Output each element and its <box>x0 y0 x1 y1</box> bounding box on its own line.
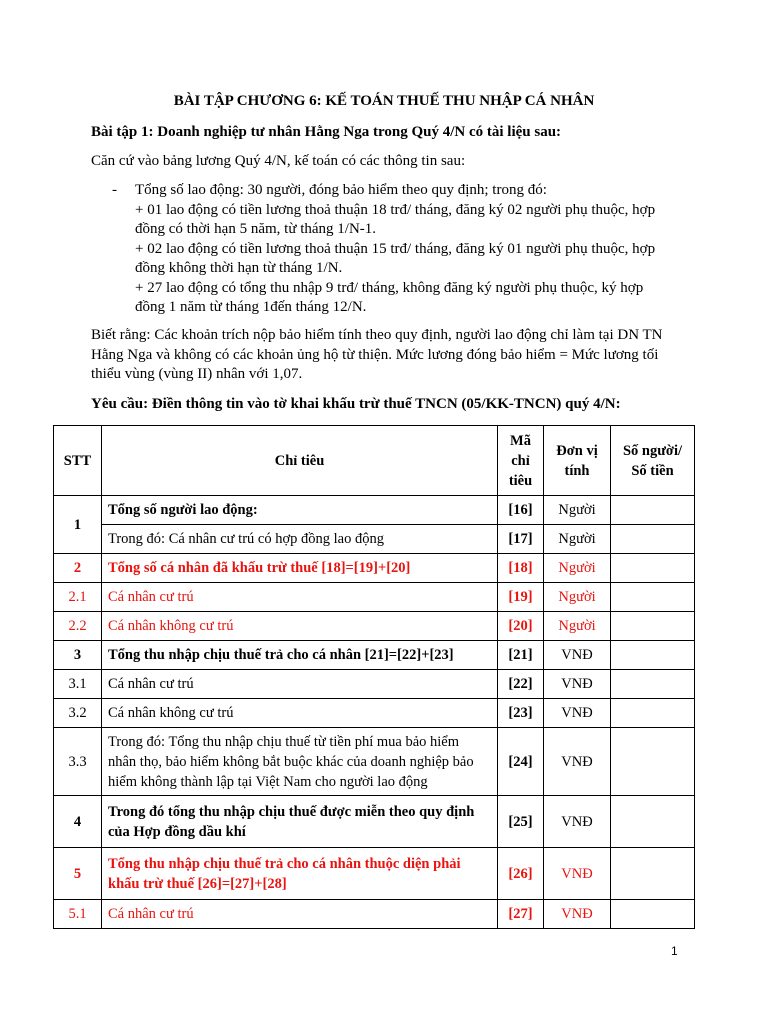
row-code: [19] <box>498 583 544 612</box>
row-code: [26] <box>498 848 544 900</box>
bullet-line: đồng 1 năm từ tháng 1đến tháng 12/N. <box>135 299 367 315</box>
row-value-cell[interactable] <box>611 496 695 525</box>
bullet-line: + 01 lao động có tiền lương thoả thuận 18 trđ/ tháng, đăng ký 02 người phụ thuộc, hợp <box>135 201 656 218</box>
table-row <box>54 699 695 728</box>
row-unit: VNĐ <box>544 900 611 929</box>
table-row <box>54 670 695 699</box>
row-indicator: Trong đó: Tổng thu nhập chịu thuế từ tiền phí mua bảo hiểm nhân thọ, bảo hiểm không bắt buộc khác của doanh nghiệp bảo hiểm không thành lập tại Việt Nam cho người lao động <box>102 728 498 796</box>
row-unit: Người <box>544 525 611 554</box>
row-indicator: Tổng số người lao động: <box>102 496 498 525</box>
requirement-text: Yêu cầu: Điền thông tin vào tờ khai khấu trừ thuế TNCN (05/KK-TNCN) quý 4/N: <box>91 396 621 412</box>
table-row <box>54 525 695 554</box>
row-indicator: Cá nhân cư trú <box>102 583 498 612</box>
intro-text: Căn cứ vào bảng lương Quý 4/N, kế toán có các thông tin sau: <box>91 153 466 169</box>
row-code: [27] <box>498 900 544 929</box>
row-indicator: Tổng thu nhập chịu thuế trả cho cá nhân [21]=[22]+[23] <box>102 641 498 670</box>
row-indicator: Tổng thu nhập chịu thuế trả cho cá nhân thuộc diện phải khấu trừ thuế [26]=[27]+[28] <box>102 848 498 900</box>
row-stt: 5 <box>54 848 102 900</box>
row-code: [25] <box>498 796 544 848</box>
header-unit: Đơn vị tính <box>544 426 611 496</box>
bullet-line: + 27 lao động có tổng thu nhập 9 trđ/ tháng, không đăng ký người phụ thuộc, ký hợp <box>135 279 644 296</box>
bullet-line: đồng không thời hạn từ tháng 1/N. <box>135 260 343 276</box>
row-indicator: Trong đó tổng thu nhập chịu thuế được miễn theo quy định của Hợp đồng dầu khí <box>102 796 498 848</box>
bullet-marker: - <box>112 182 117 198</box>
row-stt: 2.2 <box>54 612 102 641</box>
row-code: [16] <box>498 496 544 525</box>
row-indicator: Cá nhân không cư trú <box>102 699 498 728</box>
exercise-heading: Bài tập 1: Doanh nghiệp tư nhân Hằng Nga trong Quý 4/N có tài liệu sau: <box>91 124 562 140</box>
row-unit: Người <box>544 583 611 612</box>
bullet-block <box>135 181 655 318</box>
row-stt: 1 <box>54 496 102 554</box>
row-stt: 3.1 <box>54 670 102 699</box>
row-value-cell[interactable] <box>611 612 695 641</box>
row-stt: 3 <box>54 641 102 670</box>
bullet-line: Tổng số lao động: 30 người, đóng bảo hiểm theo quy định; trong đó: <box>135 182 547 198</box>
row-indicator: Cá nhân cư trú <box>102 900 498 929</box>
table-row <box>54 848 695 900</box>
row-value-cell[interactable] <box>611 848 695 900</box>
row-stt: 2 <box>54 554 102 583</box>
row-indicator: Trong đó: Cá nhân cư trú có hợp đồng lao động <box>102 525 498 554</box>
row-unit: VNĐ <box>544 670 611 699</box>
row-value-cell[interactable] <box>611 670 695 699</box>
row-unit: Người <box>544 612 611 641</box>
table-row <box>54 554 695 583</box>
row-unit: VNĐ <box>544 796 611 848</box>
row-code: [17] <box>498 525 544 554</box>
header-amount: Số người/ Số tiền <box>611 426 695 496</box>
note-line: thiểu vùng (vùng II) nhân với 1,07. <box>91 366 303 382</box>
row-code: [24] <box>498 728 544 796</box>
row-stt: 5.1 <box>54 900 102 929</box>
page-title: BÀI TẬP CHƯƠNG 6: KẾ TOÁN THUẾ THU NHẬP CÁ NHÂN <box>173 93 595 109</box>
note-line: Hằng Nga và không có các khoản ủng hộ từ thiện. Mức lương đóng bảo hiểm = Mức lương tối <box>91 346 659 363</box>
table-row <box>54 583 695 612</box>
table-row <box>54 796 695 848</box>
row-value-cell[interactable] <box>611 699 695 728</box>
table-row <box>54 900 695 929</box>
header-indicator: Chỉ tiêu <box>102 426 498 496</box>
row-value-cell[interactable] <box>611 796 695 848</box>
row-unit: Người <box>544 554 611 583</box>
note-paragraph <box>91 326 663 385</box>
table-row <box>54 641 695 670</box>
tax-declaration-table <box>53 425 695 929</box>
row-stt: 2.1 <box>54 583 102 612</box>
bullet-line: đồng có thời hạn 5 năm, từ tháng 1/N-1. <box>135 221 377 237</box>
row-unit: VNĐ <box>544 848 611 900</box>
table-row <box>54 612 695 641</box>
table-row <box>54 496 695 525</box>
row-code: [21] <box>498 641 544 670</box>
row-value-cell[interactable] <box>611 583 695 612</box>
row-stt: 3.2 <box>54 699 102 728</box>
page-number: 1 <box>671 944 678 958</box>
bullet-line: + 02 lao động có tiền lương thoả thuận 15 trđ/ tháng, đăng ký 01 người phụ thuộc, hợp <box>135 240 656 257</box>
row-stt: 3.3 <box>54 728 102 796</box>
row-unit: VNĐ <box>544 728 611 796</box>
row-code: [22] <box>498 670 544 699</box>
row-indicator: Cá nhân cư trú <box>102 670 498 699</box>
header-stt: STT <box>54 426 102 496</box>
row-code: [20] <box>498 612 544 641</box>
row-stt: 4 <box>54 796 102 848</box>
row-value-cell[interactable] <box>611 554 695 583</box>
row-indicator: Tổng số cá nhân đã khấu trừ thuế [18]=[19]+[20] <box>102 554 498 583</box>
row-unit: VNĐ <box>544 699 611 728</box>
row-unit: Người <box>544 496 611 525</box>
note-line: Biết rằng: Các khoản trích nộp bảo hiểm tính theo quy định, người lao động chỉ làm tại DN TN <box>91 327 663 343</box>
row-value-cell[interactable] <box>611 728 695 796</box>
header-code: Mã chỉ tiêu <box>498 426 544 496</box>
row-value-cell[interactable] <box>611 525 695 554</box>
row-unit: VNĐ <box>544 641 611 670</box>
table-header-row <box>54 426 695 496</box>
row-code: [23] <box>498 699 544 728</box>
row-code: [18] <box>498 554 544 583</box>
table-row <box>54 728 695 796</box>
row-value-cell[interactable] <box>611 641 695 670</box>
row-value-cell[interactable] <box>611 900 695 929</box>
row-indicator: Cá nhân không cư trú <box>102 612 498 641</box>
